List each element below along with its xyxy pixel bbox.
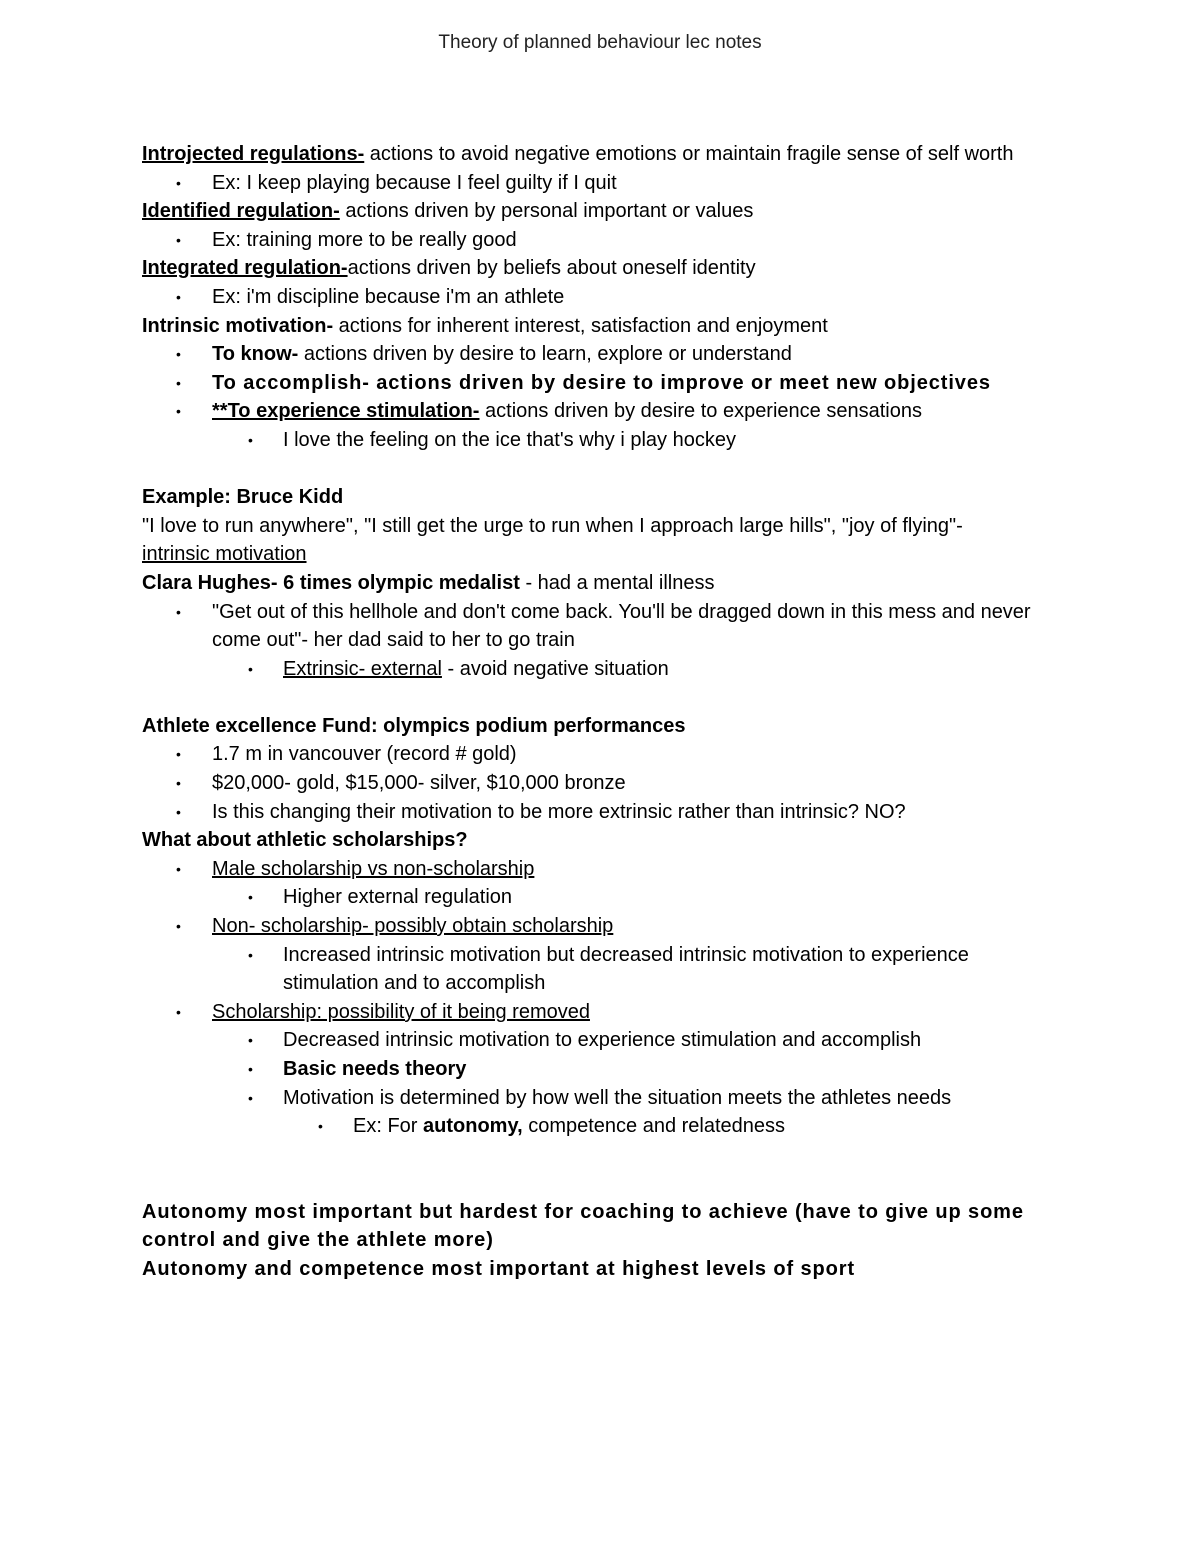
bullet-icon: • xyxy=(176,775,181,792)
list-item xyxy=(142,598,1057,655)
conclusion-line xyxy=(142,1255,1057,1284)
list-item xyxy=(142,769,1057,798)
extrinsic-rest: - avoid negative situation xyxy=(441,657,669,680)
example-text: Ex: I keep playing because I feel guilty if I quit xyxy=(212,171,617,194)
bullet-icon: • xyxy=(176,803,181,820)
conclusion-1: Autonomy most important but hardest for coaching to achieve (have to give up some control and give the athlete more) xyxy=(142,1200,1024,1252)
list-item xyxy=(142,397,1057,426)
section-heading xyxy=(142,826,1057,855)
conclusion-2: Autonomy and competence most important at highest levels of sport xyxy=(142,1257,856,1280)
non-sub: Increased intrinsic motivation but decreased intrinsic motivation to experience stimulation and to accomplish xyxy=(283,943,969,995)
fund-item: Is this changing their motivation to be more extrinsic rather than intrinsic? NO? xyxy=(212,800,906,823)
list-item xyxy=(142,1112,1057,1141)
bullet-icon: • xyxy=(176,288,181,305)
clara-line xyxy=(142,569,1057,598)
term-to-know: To know- xyxy=(212,343,299,366)
def-intrinsic: actions for inherent interest, satisfaction and enjoyment xyxy=(333,314,828,337)
list-item xyxy=(142,1055,1057,1084)
identified-regulation-line xyxy=(142,197,1057,226)
male-scholarship: Male scholarship vs non-scholarship xyxy=(212,857,535,880)
kidd-heading: Example: Bruce Kidd xyxy=(142,486,344,509)
def-experience-stimulation: actions driven by desire to experience sensations xyxy=(479,400,922,423)
clara-quote: "Get out of this hellhole and don't come back. You'll be dragged down in this mess and never come out"- her dad said to her to go train xyxy=(212,600,1031,652)
list-item xyxy=(142,998,1057,1027)
list-item xyxy=(142,798,1057,827)
list-item xyxy=(142,855,1057,884)
def-introjected: actions to avoid negative emotions or maintain fragile sense of self worth xyxy=(364,143,1014,165)
bullet-icon: • xyxy=(176,174,181,191)
list-item xyxy=(142,941,1057,998)
basic-needs-theory: Basic needs theory xyxy=(283,1058,467,1080)
bullet-icon: • xyxy=(176,860,181,877)
kidd-label: intrinsic motivation xyxy=(142,543,307,566)
non-scholarship: Non- scholarship- possibly obtain scholarship xyxy=(212,915,614,938)
example-text: I love the feeling on the ice that's why i play hockey xyxy=(283,428,736,451)
example-text: Ex: i'm discipline because i'm an athlete xyxy=(212,285,565,308)
list-item xyxy=(142,655,1057,684)
bullet-icon: • xyxy=(248,1061,253,1077)
list-item xyxy=(142,426,1057,455)
list-item xyxy=(142,912,1057,941)
term-experience-stimulation: **To experience stimulation- xyxy=(212,400,480,423)
term-introjected: Introjected regulations- xyxy=(142,143,365,165)
male-sub: Higher external regulation xyxy=(283,886,513,909)
list-item xyxy=(142,369,1057,398)
def-integrated: actions driven by beliefs about oneself identity xyxy=(347,257,756,280)
fund-item: $20,000- gold, $15,000- silver, $10,000 bronze xyxy=(212,772,626,795)
clara-name: Clara Hughes- 6 times olympic medalist xyxy=(142,571,520,594)
fund-heading: Athlete excellence Fund: olympics podium performances xyxy=(142,714,686,737)
def-to-know: actions driven by desire to learn, explore or understand xyxy=(298,343,792,366)
list-item xyxy=(142,283,1057,312)
bullet-icon: • xyxy=(248,946,253,963)
term-intrinsic: Intrinsic motivation- xyxy=(142,314,334,337)
list-item xyxy=(142,883,1057,912)
page-header: Theory of planned behaviour lec notes xyxy=(438,32,762,53)
list-item xyxy=(142,169,1057,198)
bullet-icon: • xyxy=(318,1118,323,1135)
scholarships-heading: What about athletic scholarships? xyxy=(142,829,468,852)
bullet-icon: • xyxy=(176,1003,181,1020)
def-identified: actions driven by personal important or values xyxy=(339,200,754,223)
removed-sub: Decreased intrinsic motivation to experience stimulation and accomplish xyxy=(283,1029,922,1052)
to-accomplish-text: To accomplish- actions driven by desire to improve or meet new objectives xyxy=(212,371,991,394)
bullet-icon: • xyxy=(176,346,181,363)
list-item xyxy=(142,226,1057,255)
ex-prefix: Ex: For xyxy=(353,1115,424,1138)
fund-item: 1.7 m in vancouver (record # gold) xyxy=(212,743,517,766)
extrinsic-term: Extrinsic- external xyxy=(283,657,442,680)
bullet-icon: • xyxy=(248,1032,253,1049)
removed-sub: Motivation is determined by how well the situation meets the athletes needs xyxy=(283,1086,952,1109)
bullet-icon: • xyxy=(248,660,253,677)
spacer xyxy=(142,683,1057,712)
bullet-icon: • xyxy=(176,403,181,420)
ex-autonomy: autonomy, xyxy=(423,1115,523,1138)
bullet-icon: • xyxy=(248,889,253,906)
spacer xyxy=(142,1141,1057,1198)
conclusion-line xyxy=(142,1198,1057,1255)
ex-suffix: competence and relatedness xyxy=(522,1115,786,1138)
bullet-icon: • xyxy=(176,746,181,763)
introjected-regulation-line xyxy=(142,140,1057,169)
clara-rest: - had a mental illness xyxy=(519,571,715,594)
term-integrated: Integrated regulation- xyxy=(142,257,348,280)
kidd-quote: "I love to run anywhere", "I still get the urge to run when I approach large hills", "joy of flying"- xyxy=(142,514,963,537)
bullet-icon: • xyxy=(248,431,253,448)
section-heading xyxy=(142,712,1057,741)
bullet-icon: • xyxy=(176,374,181,391)
spacer xyxy=(142,455,1057,484)
bullet-icon: • xyxy=(176,603,181,620)
list-item xyxy=(142,340,1057,369)
integrated-regulation-line xyxy=(142,254,1057,283)
list-item xyxy=(142,1026,1057,1055)
bullet-icon: • xyxy=(248,1089,253,1106)
section-heading xyxy=(142,483,1057,512)
notes-body xyxy=(142,140,1057,1284)
intrinsic-motivation-line xyxy=(142,312,1057,341)
bullet-icon: • xyxy=(176,231,181,248)
list-item xyxy=(142,740,1057,769)
bullet-icon: • xyxy=(176,918,181,935)
list-item xyxy=(142,1084,1057,1113)
scholarship-removed: Scholarship: possibility of it being removed xyxy=(212,1000,590,1023)
term-identified: Identified regulation- xyxy=(142,200,340,223)
example-text: Ex: training more to be really good xyxy=(212,228,517,251)
kidd-quote-line xyxy=(142,512,1057,569)
